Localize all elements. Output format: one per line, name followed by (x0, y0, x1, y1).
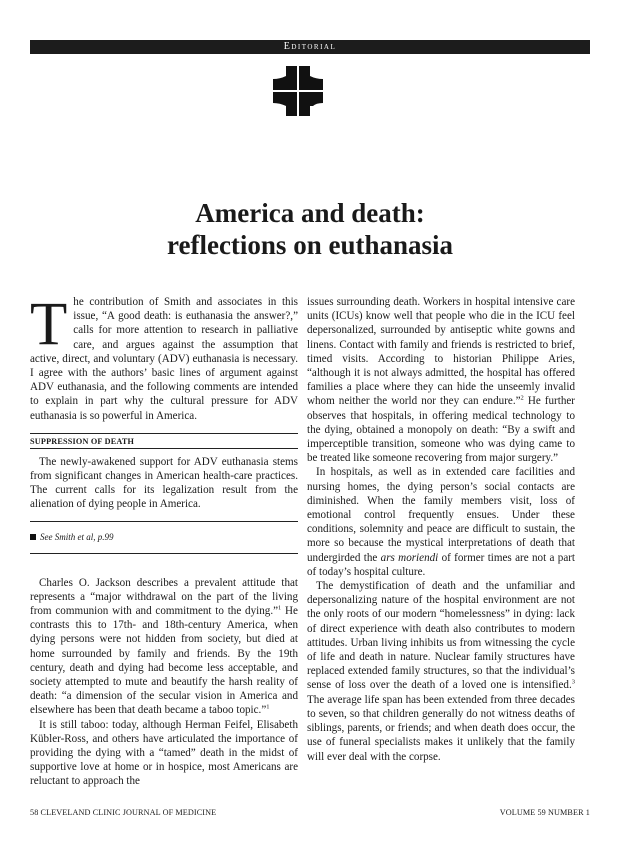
citation: 1 (266, 703, 270, 711)
paragraph: The newly-awakened support for ADV euthanasia stems from significant changes in American health-care practices. The current calls for its legalization result from the alienation of dying people in America. (30, 455, 298, 511)
right-column (307, 295, 575, 764)
italic-term: ars moriendi (380, 551, 439, 564)
title-line-1: America and death: (195, 198, 425, 228)
section-heading: SUPPRESSION OF DEATH (30, 433, 298, 449)
left-column (30, 291, 298, 789)
drop-cap: T (30, 291, 68, 358)
square-bullet-icon (30, 534, 36, 540)
citation: 2 (520, 394, 524, 402)
section-banner: Editorial (30, 40, 590, 54)
title-line-2: reflections on euthanasia (166, 230, 453, 260)
intro-paragraph: The contribution of Smith and associates in this issue, “A good death: is euthanasia the answer?,” calls for more attention to research in palliative care, and argues against the assumption that active, direct, and voluntary (ADV) euthanasia is necessary. I agree with the authors’ basic lines of argument against ADV euthanasia, and the following comments are intended to explain in part why the cultural pressure for ADV euthanasia is so powerful in America. (30, 291, 298, 422)
article-title (0, 197, 620, 261)
see-reference (30, 521, 298, 554)
paragraph: Charles O. Jackson describes a prevalent attitude that represents a “major withdrawal on the part of the living from communion with and commitment to the dying.”$^1$ He contrasts this to 17th- and 18th-century America, when dying persons were not hidden from society, but died at home surrounded by family and friends. By the 19th century, death and dying had become less acceptable, and society attempted to mute and beautify the harsh reality of death: “a dimension of the secular vision in America and elsewhere has been that death became a taboo topic.”$^1$ (30, 576, 298, 717)
footer-volume: VOLUME 59 NUMBER 1 (499, 808, 590, 817)
see-reference-text: See Smith et al, p.99 (40, 531, 114, 542)
citation: 3 (571, 678, 575, 686)
citation: 1 (278, 604, 282, 612)
footer-journal: 58 CLEVELAND CLINIC JOURNAL OF MEDICINE (30, 808, 217, 817)
cleveland-clinic-cross-icon (273, 66, 323, 116)
paragraph: The demystification of death and the unfamiliar and depersonalizing nature of the hospital environment are not the only roots of our modern “homelessness” in dying: lack of direct experience with death also contributes to modern attitudes. Urban living inhibits us from witnessing the cycle of life and death in nature. Nuclear family structures have replaced extended family structures, so that the individual’s sense of loss over the death of a loved one is intensified.$^3$ The average life span has been extended from three decades to seven, so that children generally do not witness deaths of siblings, parents, or friends; and when death does occur, the use of funeral specialists makes it unlikely that the family will ever deal with the corpse. (307, 580, 575, 763)
paragraph: In hospitals, as well as in extended care facilities and nursing homes, the dying person’s social contacts are diminished. When the family members visit, loss of emotional control frequently ensues. Under these conditions, solemnity and peace are difficult to sustain, the more so because the mystical interpretations of death that undergirded the ars moriendi of former times are not a part of today’s hospital culture. (307, 466, 576, 578)
paragraph: It is still taboo: today, although Herman Feifel, Elisabeth Kübler-Ross, and others have articulated the importance of providing the dying with a “tamed” death in the midst of supportive love at home or in hospice, most Americans are reluctant to approach the (30, 718, 298, 788)
paragraph: issues surrounding death. Workers in hospital intensive care units (ICUs) know well that people who die in the ICU feel depersonalized, surrounded by antiseptic white gowns and linens. Contact with family and friends is restricted to brief, timed visits. According to historian Philippe Aries, “although it is not always admitted, the hospital has offered families a place where they can hide the unseemly invalid whom neither the world nor they can endure.”$^2$ He further observes that hospitals, in offering medical technology to the dying, obtained a monopoly on death: “By a swift and imperceptible transition, someone who was dying came to be treated like someone recovering from major surgery.” (307, 296, 575, 465)
